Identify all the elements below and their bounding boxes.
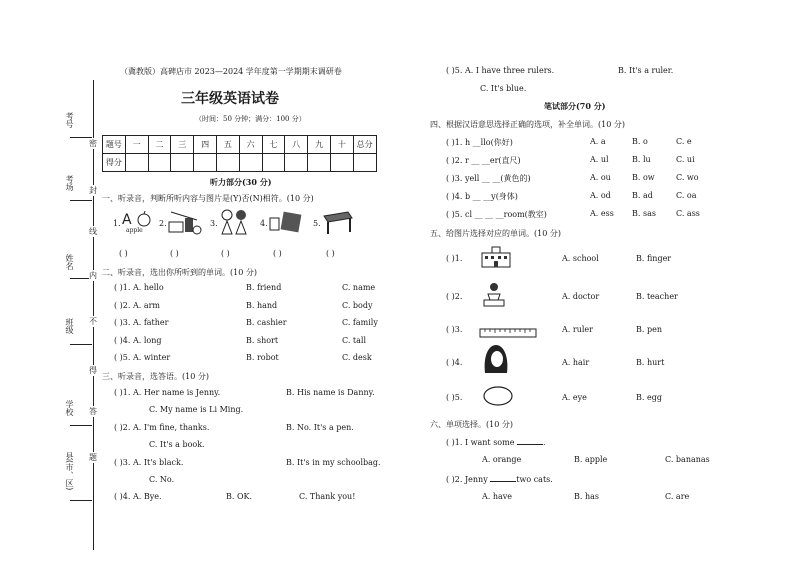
- s1-title: 一、听录音，判断所听内容与图片是(Y)否(N)相符。(10 分): [102, 194, 314, 203]
- exam-title: 三年级英语试卷: [181, 91, 279, 107]
- children-icon: [219, 208, 249, 240]
- s5-option-b: B. egg: [636, 393, 662, 402]
- score-cell: 五: [216, 136, 239, 154]
- s4-option-b: B. o: [632, 137, 648, 146]
- s6-option-b: B. has: [574, 492, 599, 501]
- s4-option-b: B. sas: [632, 209, 656, 218]
- score-cell: 九: [308, 136, 331, 154]
- score-input-cell[interactable]: [194, 154, 217, 172]
- s4-option-c: C. wo: [676, 173, 699, 182]
- s5-option-a: A. hair: [562, 358, 590, 367]
- s6-question-text: ( )2. Jenny: [446, 475, 488, 484]
- school-building-icon: [480, 245, 512, 273]
- label-xingming: 姓名: [65, 254, 74, 270]
- s5-option-b: B. finger: [636, 254, 672, 263]
- label-kaohao: 考号: [65, 112, 74, 128]
- s5-question: ( )4.: [446, 358, 463, 367]
- s3-option-b: B. His name is Danny.: [286, 388, 375, 397]
- score-table-header-row: [103, 136, 377, 154]
- s4-question: ( )4. b __ __y(身体): [446, 192, 518, 201]
- s6-question-text: ( )1. I want some: [446, 438, 515, 447]
- score-cell: 一: [125, 136, 148, 154]
- s5-option-a: A. doctor: [562, 292, 600, 301]
- desk-icon: [322, 208, 354, 240]
- s6-option-c: C. are: [665, 492, 690, 501]
- score-cell: 六: [239, 136, 262, 154]
- score-input-cell[interactable]: [148, 154, 171, 172]
- s6-title: 六、单项选择。(10 分): [430, 420, 513, 429]
- label-xuexiao: 学校: [65, 400, 74, 416]
- s4-option-c: C. ass: [676, 209, 700, 218]
- s1-num: 1.: [113, 219, 121, 228]
- s5-option-b: B. pen: [636, 325, 662, 334]
- apple-caption: apple: [126, 227, 143, 234]
- answer-blank[interactable]: [517, 436, 543, 445]
- s2-option-b: B. hand: [246, 301, 278, 310]
- teacher-icon: [480, 282, 508, 312]
- s4-question: ( )2. r __ __er(直尺): [446, 156, 521, 165]
- label-kaochang: 考场: [65, 175, 74, 191]
- s5-title: 五、给图片选择对应的单词。(10 分): [430, 229, 561, 238]
- exam-source: （冀教版）高碑店市 2023—2024 学年度第一学期期末调研卷: [120, 67, 342, 76]
- s5-option-a: A. ruler: [562, 325, 593, 334]
- s2-option-c: C. body: [342, 301, 373, 310]
- writing-heading: 笔试部分(70 分): [544, 101, 606, 111]
- s3-option-b: B. OK.: [226, 492, 253, 501]
- score-cell: 总分: [353, 136, 376, 154]
- s5-question: ( )2.: [446, 292, 463, 301]
- s3-option-c: C. Thank you!: [299, 492, 356, 501]
- blank-kaochang: [70, 200, 92, 201]
- blank-xian: [70, 500, 92, 501]
- s2-option-c: C. tall: [342, 336, 367, 345]
- score-input-cell[interactable]: [216, 154, 239, 172]
- s5-option-a: A. school: [562, 254, 599, 263]
- seal-char: 不: [89, 317, 97, 326]
- s4-option-b: B. ad: [632, 191, 653, 200]
- seal-char: 答: [89, 407, 97, 416]
- score-cell: 二: [148, 136, 171, 154]
- score-cell: 得分: [103, 154, 126, 172]
- s4-option-b: B. lu: [632, 155, 651, 164]
- s1-answer-bracket[interactable]: ( ): [221, 249, 230, 258]
- s5-question: ( )1.: [446, 254, 463, 263]
- score-input-cell[interactable]: [125, 154, 148, 172]
- s1-answer-bracket[interactable]: ( ): [326, 249, 335, 258]
- seal-char: 题: [89, 453, 97, 462]
- score-input-cell[interactable]: [262, 154, 285, 172]
- s2-option-c: C. desk: [342, 353, 372, 362]
- s1-num: 3.: [210, 219, 218, 228]
- s6-option-b: B. apple: [574, 455, 608, 464]
- s2-option-b: B. robot: [246, 353, 279, 362]
- s2-question: ( )4. A. long: [114, 336, 162, 345]
- s4-option-a: A. ou: [590, 173, 611, 182]
- s2-option-b: B. friend: [246, 283, 282, 292]
- score-input-cell[interactable]: [308, 154, 331, 172]
- seal-char: 封: [89, 186, 97, 195]
- s5-option-a: A. eye: [562, 393, 587, 402]
- s2-option-c: C. name: [342, 283, 376, 292]
- s3-option-c: C. No.: [149, 475, 175, 484]
- exam-info: （时间：50 分钟；满分：100 分）: [195, 115, 306, 123]
- s4-option-a: A. od: [590, 191, 611, 200]
- score-cell: 题号: [103, 136, 126, 154]
- score-input-cell[interactable]: [330, 154, 353, 172]
- score-cell: 四: [194, 136, 217, 154]
- s1-answer-bracket[interactable]: ( ): [119, 249, 128, 258]
- score-cell: 七: [262, 136, 285, 154]
- girl-hair-icon: [481, 343, 511, 381]
- s5-option-b: B. teacher: [636, 292, 678, 301]
- s3-option-c: C. My name is Li Ming.: [149, 405, 244, 414]
- seal-char: 内: [89, 271, 97, 280]
- s2-option-c: C. family: [342, 318, 378, 327]
- score-input-cell[interactable]: [353, 154, 376, 172]
- books-icon: [268, 210, 304, 238]
- school-supplies-icon: [167, 208, 203, 240]
- blank-banji: [70, 344, 92, 345]
- ruler-icon: [479, 323, 537, 342]
- score-input-cell[interactable]: [171, 154, 194, 172]
- s2-title: 二、听录音，选出你所听到的单词。(10 分): [102, 268, 257, 277]
- seal-char: 密: [89, 139, 97, 148]
- s4-question: ( )1. h __llo(你好): [446, 138, 513, 147]
- s6-option-c: C. bananas: [665, 455, 710, 464]
- s6-option-a: A. orange: [482, 455, 522, 464]
- label-xian: 县(市、区): [65, 452, 74, 491]
- s4-question: ( )5. cl __ __ __room(教室): [446, 210, 547, 219]
- score-cell: 八: [285, 136, 308, 154]
- s3-question: ( )3. A. It's black.: [114, 458, 184, 467]
- s6-question: [446, 436, 546, 447]
- s5-question: ( )3.: [446, 325, 463, 334]
- s3-question: ( )5. A. I have three rulers.: [446, 66, 555, 75]
- score-table-score-row: [103, 154, 377, 172]
- answer-blank[interactable]: [490, 473, 516, 482]
- svg-text:A: A: [122, 212, 132, 228]
- s1-num: 5.: [313, 219, 321, 228]
- s4-option-a: A. a: [590, 137, 606, 146]
- s2-question: ( )2. A. arm: [114, 301, 161, 310]
- s1-num: 4.: [260, 219, 268, 228]
- s3-question: ( )1. A. Her name is Jenny.: [114, 388, 221, 397]
- score-cell: 三: [171, 136, 194, 154]
- s3-question: ( )2. A. I'm fine, thanks.: [114, 423, 210, 432]
- s6-question: [446, 473, 553, 484]
- s3-title: 三、听录音，选答语。(10 分): [102, 372, 209, 381]
- score-input-cell[interactable]: [285, 154, 308, 172]
- s3-question: ( )4. A. Bye.: [114, 492, 162, 501]
- s2-question: ( )1. A. hello: [114, 283, 164, 292]
- s2-question: ( )3. A. father: [114, 318, 169, 327]
- s3-option-c: C. It's a book.: [149, 440, 205, 449]
- s4-title: 四、根据汉语意思选择正确的选项，补全单词。(10 分): [430, 120, 625, 129]
- s3-option-b: B. It's a ruler.: [618, 66, 674, 75]
- s1-answer-bracket[interactable]: ( ): [170, 249, 179, 258]
- binding-strip: [0, 0, 100, 561]
- egg-icon: [482, 385, 514, 411]
- s5-option-b: B. hurt: [636, 358, 665, 367]
- s4-option-b: B. ow: [632, 173, 655, 182]
- s4-option-a: A. ul: [590, 155, 609, 164]
- s2-option-b: B. short: [246, 336, 279, 345]
- blank-xuexiao: [70, 425, 92, 426]
- s2-option-b: B. cashier: [246, 318, 287, 327]
- label-banji: 班级: [65, 318, 74, 334]
- s4-question: ( )3. yell __ __(黄色的): [446, 174, 531, 183]
- s3-option-c: C. It's blue.: [480, 84, 527, 93]
- s6-question-end: .: [542, 438, 546, 447]
- seal-char: 线: [89, 227, 97, 236]
- score-cell: 十: [330, 136, 353, 154]
- s4-option-c: C. oa: [676, 191, 697, 200]
- s3-option-b: B. It's in my schoolbag.: [286, 458, 381, 467]
- s4-option-a: A. ess: [590, 209, 614, 218]
- s1-answer-bracket[interactable]: ( ): [273, 249, 282, 258]
- s3-option-b: B. No. It's a pen.: [286, 423, 354, 432]
- s2-question: ( )5. A. winter: [114, 353, 171, 362]
- s5-question: ( )5.: [446, 393, 463, 402]
- score-table: [102, 135, 377, 172]
- score-input-cell[interactable]: [239, 154, 262, 172]
- s4-option-c: C. e: [676, 137, 692, 146]
- s6-question-end: two cats.: [516, 475, 553, 484]
- binding-line: [93, 80, 94, 550]
- s4-option-c: C. ui: [676, 155, 695, 164]
- listening-heading: 听力部分(30 分): [210, 177, 272, 187]
- s6-option-a: A. have: [482, 492, 513, 501]
- s1-num: 2.: [159, 219, 167, 228]
- seal-char: 得: [89, 366, 97, 375]
